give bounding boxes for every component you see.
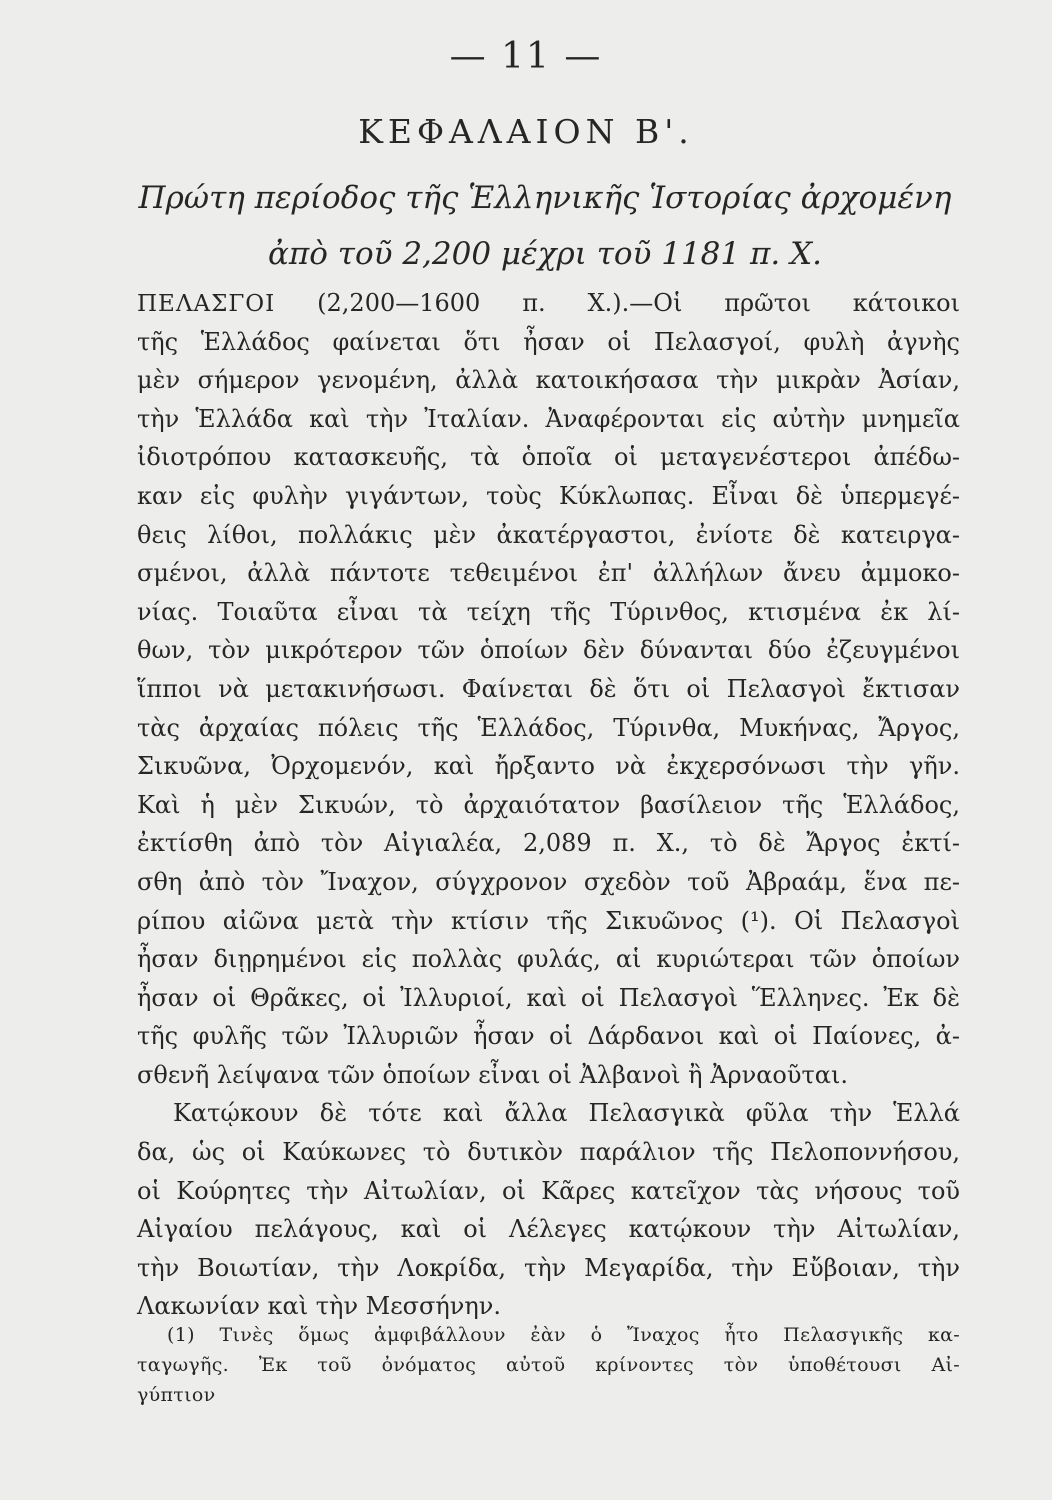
body-line: μὲν σήμερον γενομένη, ἀλλὰ κατοικήσασα τὴν μικρὰν Ἀσίαν, [137, 366, 960, 395]
body-line: Κατῴκουν δὲ τότε καὶ ἄλλα Πελασγικὰ φῦλα τὴν Ἑλλά [173, 1099, 960, 1128]
body-line: ἦσαν οἱ Θρᾶκες, οἱ Ἰλλυριοί, καὶ οἱ Πελασγοὶ Ἕλληνες. Ἐκ δὲ [137, 983, 960, 1012]
body-line: δα, ὡς οἱ Καύκωνες τὸ δυτικὸν παράλιον τῆς Πελοποννήσου, [137, 1138, 960, 1167]
body-line: ἵπποι νὰ μετακινήσωσι. Φαίνεται δὲ ὅτι οἱ Πελασγοὶ ἔκτισαν [137, 674, 960, 703]
footnote-line: γύπτιον [137, 1384, 216, 1406]
body-line: τῆς Ἑλλάδος φαίνεται ὅτι ἦσαν οἱ Πελασγοί, φυλὴ ἀγνὴς [137, 327, 960, 356]
subtitle-line: Πρώτη περίοδος τῆς Ἑλληνικῆς Ἱστορίας ἀρχομένη [138, 180, 952, 216]
body-line: τὰς ἀρχαίας πόλεις τῆς Ἑλλάδος, Τύρινθα, Μυκήνας, Ἄργος, [137, 713, 960, 742]
body-line: τὴν Ἑλλάδα καὶ τὴν Ἰταλίαν. Ἀναφέρονται εἰς αὐτὴν μνημεῖα [137, 404, 960, 433]
body-line: ἰδιοτρόπου κατασκευῆς, τὰ ὁποῖα οἱ μεταγενέστεροι ἀπέδω- [137, 443, 960, 472]
body-line: σθη ἀπὸ τὸν Ἴναχον, σύγχρονον σχεδὸν τοῦ Ἀβραάμ, ἕνα πε- [137, 867, 960, 896]
body-line: Καὶ ἡ μὲν Σικυών, τὸ ἀρχαιότατον βασίλειον τῆς Ἑλλάδος, [137, 790, 960, 819]
body-line: Αἰγαίου πελάγους, καὶ οἱ Λέλεγες κατῴκουν τὴν Αἰτωλίαν, [137, 1215, 960, 1244]
body-line: καν εἰς φυλὴν γιγάντων, τοὺς Κύκλωπας. Εἶναι δὲ ὑπερμεγέ- [137, 481, 960, 510]
body-line: σθενῆ λείψανα τῶν ὁποίων εἶναι οἱ Ἀλβανοὶ ἢ Ἀρναοῦται. [137, 1060, 848, 1089]
body-line: τὴν Βοιωτίαν, τὴν Λοκρίδα, τὴν Μεγαρίδα, τὴν Εὔβοιαν, τὴν [137, 1253, 960, 1282]
body-line: τῆς φυλῆς τῶν Ἰλλυριῶν ἦσαν οἱ Δάρδανοι καὶ οἱ Παίονες, ἀ- [137, 1022, 960, 1051]
chapter-title: ΚΕΦΑΛΑΙΟΝ Β'. [358, 112, 694, 151]
page-number: — 11 — [449, 36, 603, 77]
body-line: ρίπου αἰῶνα μετὰ τὴν κτίσιν τῆς Σικυῶνος (¹). Οἱ Πελασγοὶ [137, 906, 960, 935]
footnote-line: ταγωγῆς. Ἐκ τοῦ ὀνόματος αὐτοῦ κρίνοντες τὸν ὑποθέτουσι Αἰ- [137, 1354, 960, 1376]
subtitle-line: ἀπὸ τοῦ 2,200 μέχρι τοῦ 1181 π. Χ. [267, 236, 822, 272]
body-line: σμένοι, ἀλλὰ πάντοτε τεθειμένοι ἐπ' ἀλλήλων ἄνευ ἀμμοκο- [137, 559, 960, 588]
body-text [137, 284, 960, 1326]
body-line [137, 284, 960, 323]
body-line: ἐκτίσθη ἀπὸ τὸν Αἰγιαλέα, 2,089 π. Χ., τὸ δὲ Ἄργος ἐκτί- [137, 829, 960, 858]
body-line: Σικυῶνα, Ὀρχομενόν, καὶ ἤρξαντο νὰ ἐκχερσόνωσι τὴν γῆν. [137, 752, 960, 781]
body-line: θων, τὸν μικρότερον τῶν ὁποίων δὲν δύνανται δύο ἐζευγμένοι [137, 636, 960, 665]
body-line: ἦσαν διῃρημένοι εἰς πολλὰς φυλάς, αἱ κυριώτεραι τῶν ὁποίων [137, 945, 960, 974]
body-line: οἱ Κούρητες τὴν Αἰτωλίαν, οἱ Κᾶρες κατεῖχον τὰς νήσους τοῦ [137, 1176, 960, 1205]
body-line: Λακωνίαν καὶ τὴν Μεσσήνην. [137, 1292, 501, 1321]
body-line-text: (2,200—1600 π. Χ.).—Οἱ πρῶτοι κάτοικοι [317, 289, 960, 317]
footnote-line: (1) Τινὲς ὅμως ἀμφιβάλλουν ἐὰν ὁ Ἴναχος ἦτο Πελασγικῆς κα- [167, 1324, 960, 1346]
footnote [137, 1320, 960, 1410]
paragraph-lead: ΠΕΛΑΣΓΟΙ [137, 291, 276, 317]
body-line: νίας. Τοιαῦτα εἶναι τὰ τείχη τῆς Τύρινθος, κτισμένα ἐκ λί- [137, 597, 960, 626]
body-line: θεις λίθοι, πολλάκις μὲν ἀκατέργαστοι, ἐνίοτε δὲ κατειργα- [137, 520, 960, 549]
chapter-subtitle [130, 170, 960, 282]
